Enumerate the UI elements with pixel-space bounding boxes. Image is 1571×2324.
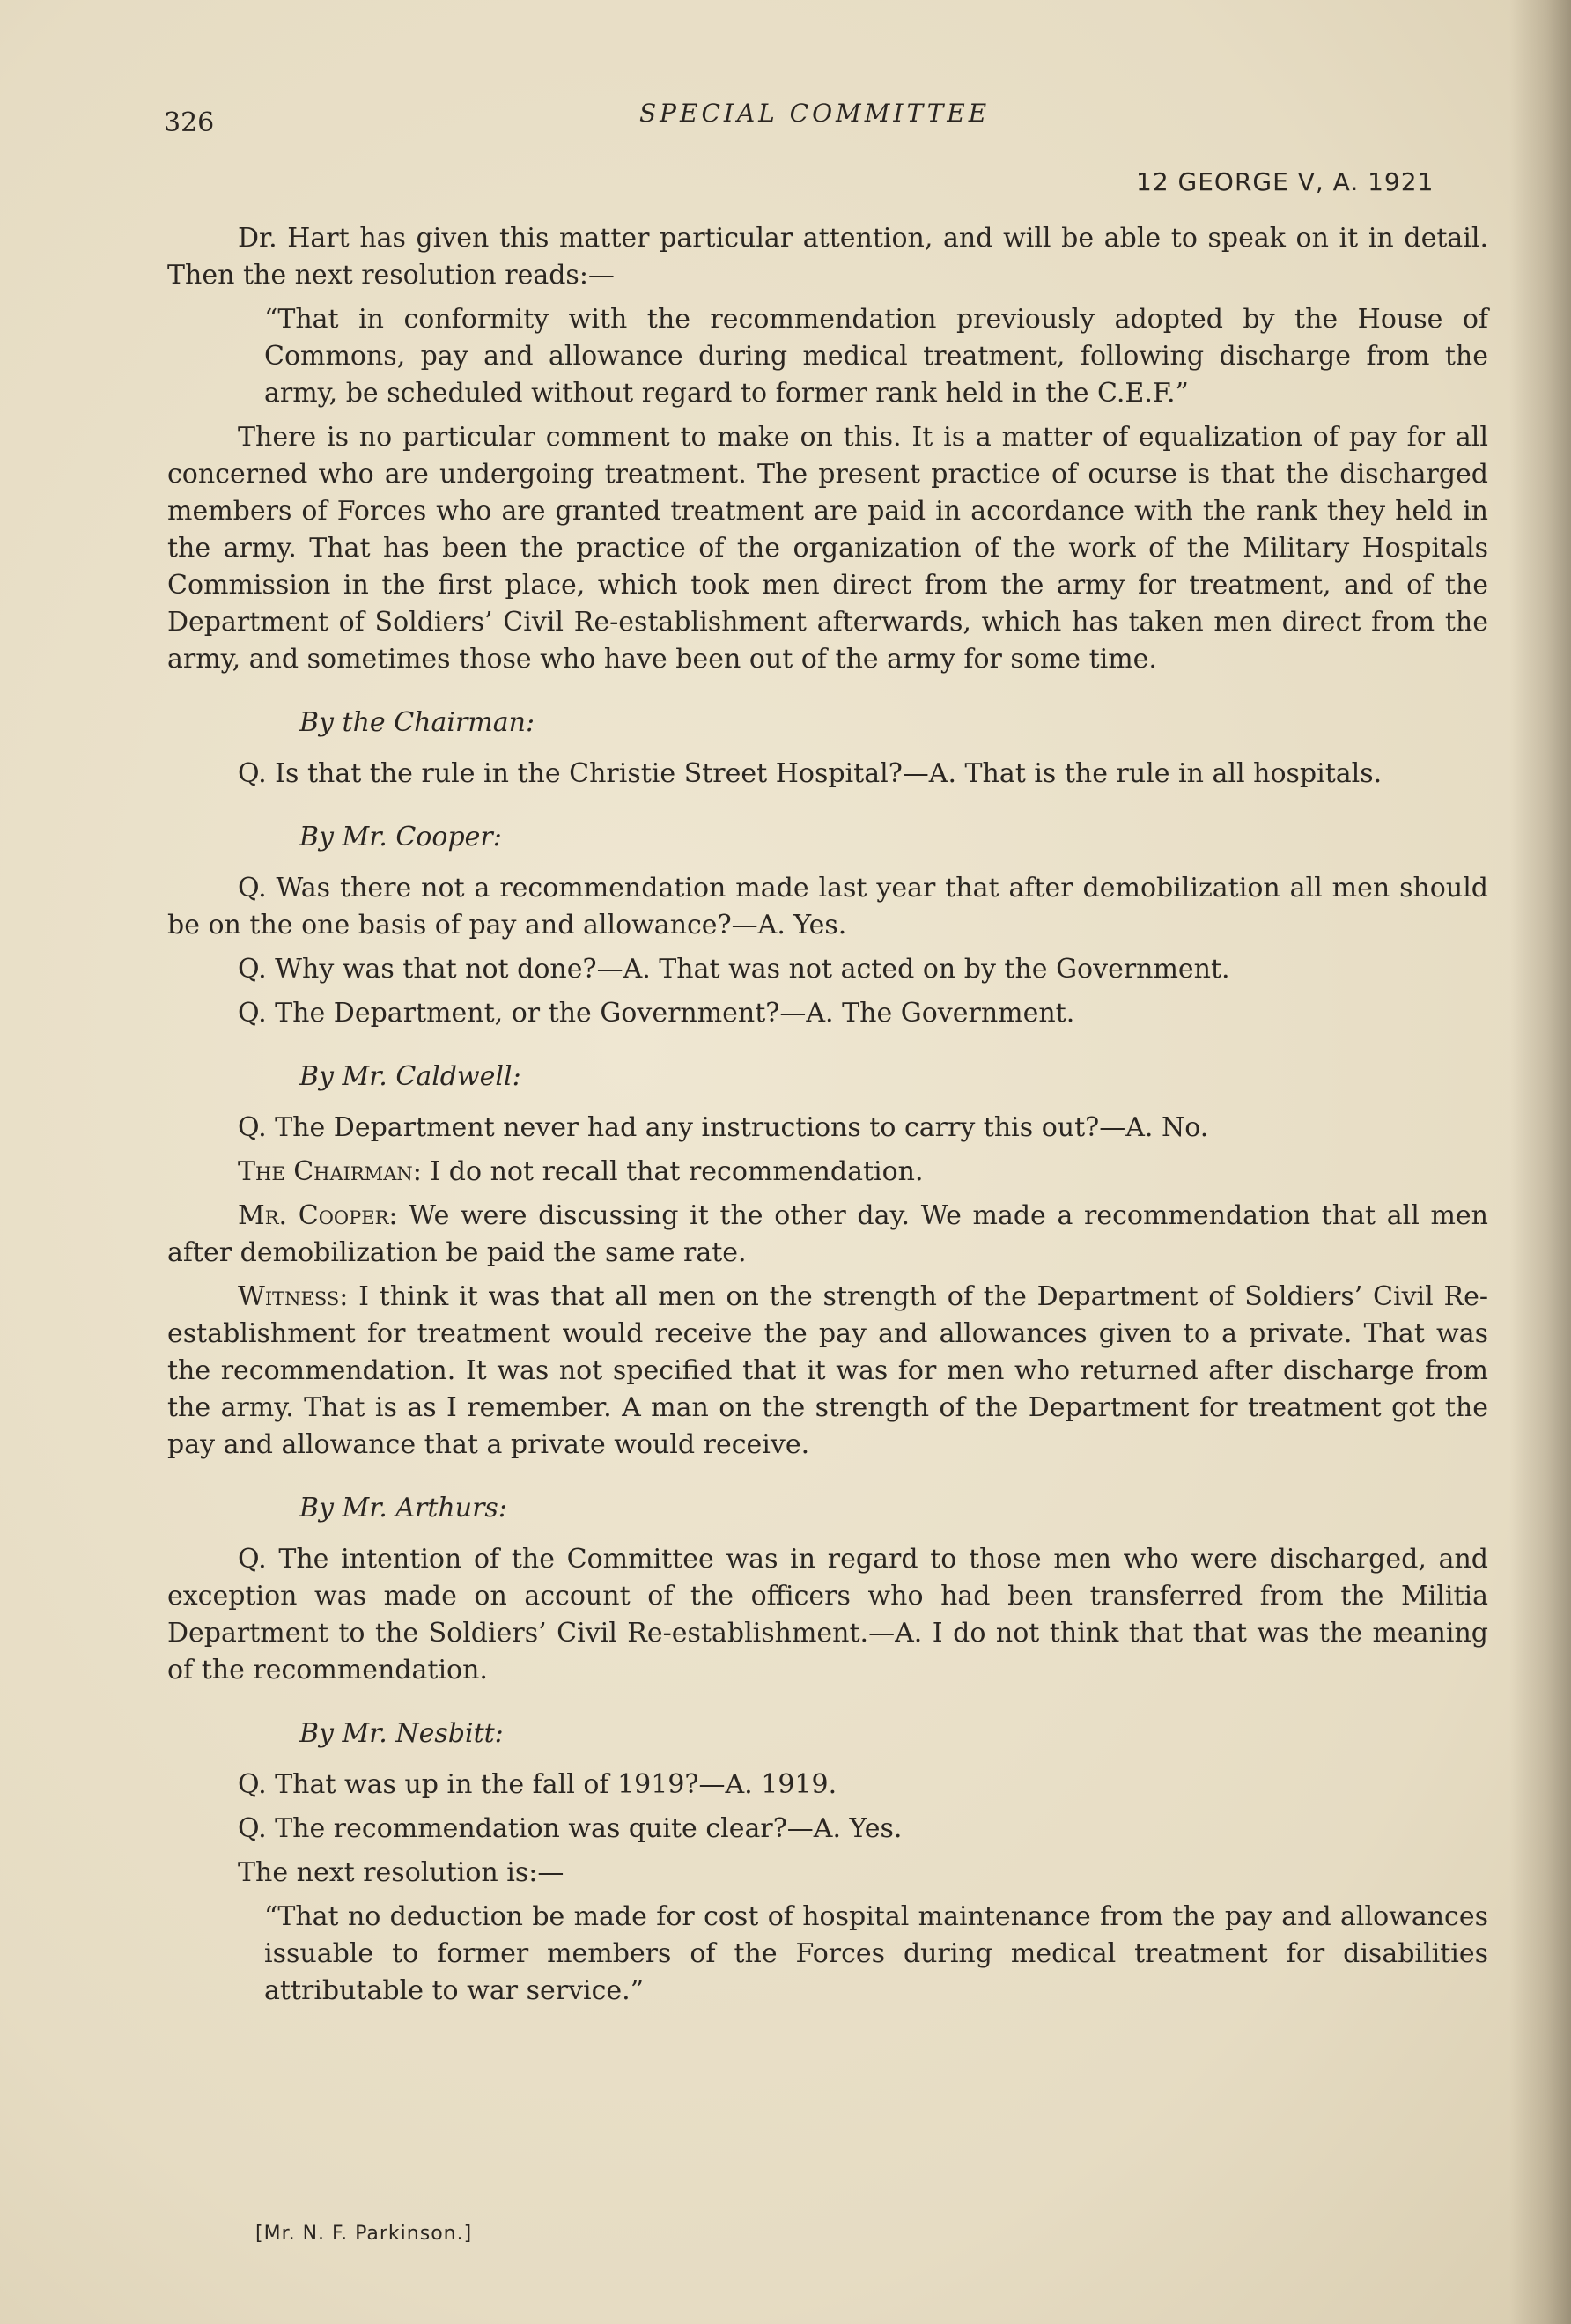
question-answer: Q. The intention of the Committee was in regard to those men who were discharged, and exception was made on account of the officers who had been transferred from the Militia Department to the Soldiers’ Civil Re-establishment.—A. I do not think that that was the meaning of the recommendation.: [167, 1544, 1488, 1686]
speaker-name: Mr. Cooper: [238, 1200, 389, 1231]
quoted-resolution: “That no deduction be made for cost of hospital maintenance from the pay and allowances issuable to former members of the Forces during medical treatment for disabilities attributable to war service.”: [264, 1901, 1488, 2006]
question-answer: Q. The Department, or the Government?—A. The Government.: [238, 998, 1075, 1029]
speaker-heading: By the Chairman:: [299, 707, 535, 738]
speaker-statement: [167, 1154, 1488, 1191]
paragraph: There is no particular comment to make on this. It is a matter of equalization of pay for all concerned who are undergoing treatment. The present practice of ocurse is that the discharged members of Forces who are granted treatment are paid in accordance with the rank they held in the army. That has been the practice of the organization of the work of the Military Hospitals Commission in the first place, which took men direct from the army for treatment, and of the Department of Soldiers’ Civil Re-establishment afterwards, which has taken men direct from the army, and sometimes those who have been out of the army for some time.: [167, 422, 1488, 675]
page-number: 326: [164, 107, 215, 138]
page-header: [164, 99, 1467, 151]
page-gutter-shadow: [1509, 0, 1571, 2324]
speaker-name: Witness: [238, 1281, 340, 1312]
question-answer: Q. That was up in the fall of 1919?—A. 1919.: [238, 1769, 837, 1800]
paragraph: The next resolution is:—: [238, 1857, 564, 1888]
speaker-heading: By Mr. Caldwell:: [299, 1061, 521, 1092]
running-head: SPECIAL COMMITTEE: [639, 99, 991, 128]
question-answer: Q. Is that the rule in the Christie Street Hospital?—A. That is the rule in all hospitals.: [238, 758, 1383, 789]
speaker-heading: By Mr. Nesbitt:: [299, 1718, 504, 1749]
speaker-heading: By Mr. Cooper:: [299, 822, 502, 852]
statement-text: : We were discussing it the other day. We made a recommendation that all men after demobilization be paid the same rate.: [167, 1200, 1489, 1268]
quoted-resolution: “That in conformity with the recommendation previously adopted by the House of Commons, pay and allowance during medical treatment, following discharge from the army, be scheduled without regard to former rank held in the C.E.F.”: [264, 304, 1488, 409]
question-answer: Q. The Department never had any instructions to carry this out?—A. No.: [238, 1112, 1209, 1143]
body-text: [167, 220, 1488, 2017]
speaker-name: The Chairman: [238, 1156, 413, 1187]
speaker-statement: [167, 1279, 1488, 1464]
speaker-statement: [167, 1198, 1488, 1272]
speaker-heading: By Mr. Arthurs:: [299, 1493, 507, 1524]
statement-text: : I think it was that all men on the strength of the Department of Soldiers’ Civil Re-establishment for treatment would receive the pay and allowances given to a private. That was the recommendation. It was not specified that it was for men who returned after discharge from the army. That is as I remember. A man on the strength of the Department for treatment got the pay and allowance that a private would receive.: [167, 1281, 1488, 1460]
statement-text: : I do not recall that recommendation.: [412, 1156, 924, 1187]
question-answer: Q. Was there not a recommendation made last year that after demobilization all men should be on the one basis of pay and allowance?—A. Yes.: [167, 873, 1488, 941]
question-answer: Q. Why was that not done?—A. That was not acted on by the Government.: [238, 954, 1230, 985]
paragraph: Dr. Hart has given this matter particular attention, and will be able to speak on it in detail. Then the next resolution reads:—: [167, 223, 1488, 291]
session-line: 12 GEORGE V, A. 1921: [1136, 167, 1435, 196]
question-answer: Q. The recommendation was quite clear?—A. Yes.: [238, 1813, 903, 1844]
footer-note: [Mr. N. F. Parkinson.]: [255, 2223, 473, 2245]
